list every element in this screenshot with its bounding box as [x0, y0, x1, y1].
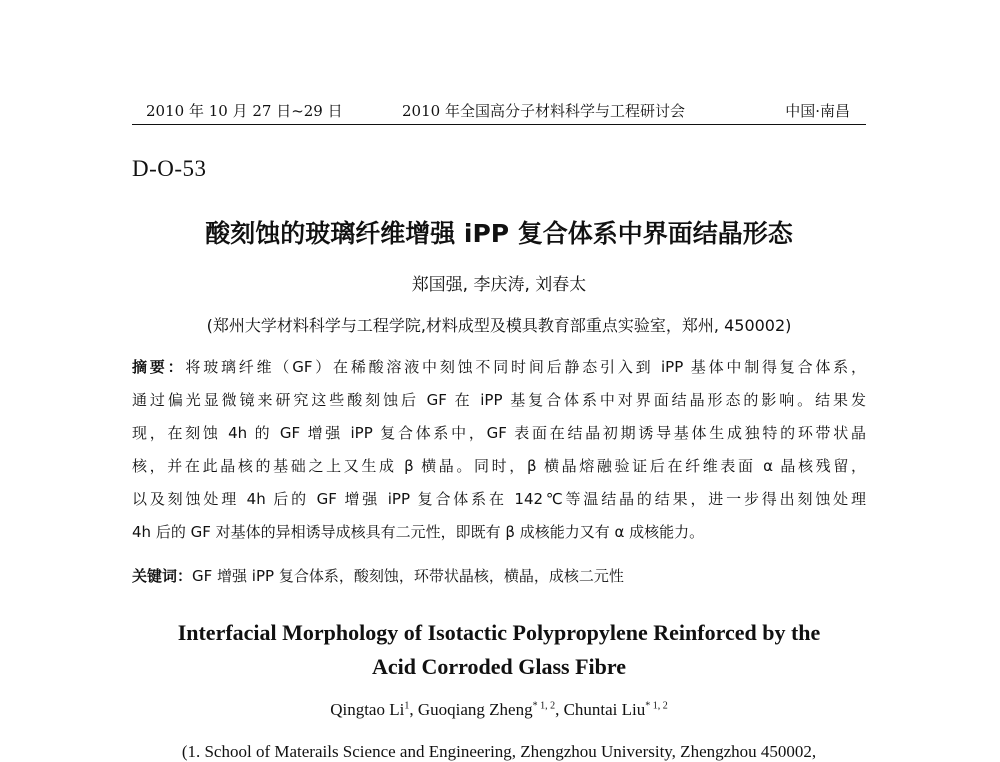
abstract-line-5: 以及刻蚀处理 4h 后的 GF 增强 iPP 复合体系在 142℃等温结晶的结果，进一步得出刻蚀处理 [132, 490, 866, 508]
abstract-line-1 [132, 356, 866, 378]
abstract-line-4: 核，并在此晶核的基础之上又生成 β 横晶。同时，β 横晶熔融验证后在纤维表面 α 晶核残留， [132, 457, 866, 475]
header-date: 2010 年 10 月 27 日~29 日 [146, 102, 343, 120]
author-name: Qingtao Li [330, 700, 405, 719]
keywords-label: 关键词： [132, 567, 193, 585]
author-name: , Guoqiang Zheng [409, 700, 533, 719]
english-title-line-2: Acid Corroded Glass Fibre [371, 654, 627, 679]
abstract-text: 将玻璃纤维（GF）在稀酸溶液中刻蚀不同时间后静态引入到 iPP 基体中制得复合体系， [185, 358, 866, 376]
chinese-title: 酸刻蚀的玻璃纤维增强 iPP 复合体系中界面结晶形态 [205, 219, 793, 248]
abstract-line-2: 通过偏光显微镜来研究这些酸刻蚀后 GF 在 iPP 基复合体系中对界面结晶形态的影响。结果发 [132, 391, 866, 409]
abstract-line-6: 4h 后的 GF 对基体的异相诱导成核具有二元性，即既有 β 成核能力又有 α 成核能力。 [132, 523, 705, 541]
abstract-line-3: 现，在刻蚀 4h 的 GF 增强 iPP 复合体系中，GF 表面在结晶初期诱导基体生成独特的环带状晶 [132, 424, 866, 442]
english-authors [132, 700, 866, 720]
author-superscript: * 1, 2 [532, 700, 556, 712]
keywords [132, 565, 866, 586]
abstract-label: 摘要： [132, 358, 186, 376]
header-place: 中国·南昌 [785, 102, 850, 120]
author-name: , Chuntai Liu [555, 700, 646, 719]
author-superscript: 1 [404, 700, 410, 712]
header-conference: 2010 年全国高分子材料科学与工程研讨会 [402, 102, 685, 120]
paper-code: D-O-53 [132, 156, 207, 181]
chinese-authors: 郑国强, 李庆涛, 刘春太 [411, 275, 587, 295]
running-header [132, 98, 866, 125]
english-title-line-1: Interfacial Morphology of Isotactic Polypropylene Reinforced by the [177, 620, 821, 645]
keywords-text: GF 增强 iPP 复合体系，酸刻蚀，环带状晶核，横晶，成核二元性 [192, 567, 624, 585]
chinese-affiliation: (郑州大学材料科学与工程学院,材料成型及模具教育部重点实验室，郑州, 450002) [206, 316, 792, 335]
english-affiliation: (1. School of Materails Science and Engineering, Zhengzhou University, Zhengzhou 450002, [181, 742, 817, 761]
author-superscript: * 1, 2 [645, 700, 668, 712]
